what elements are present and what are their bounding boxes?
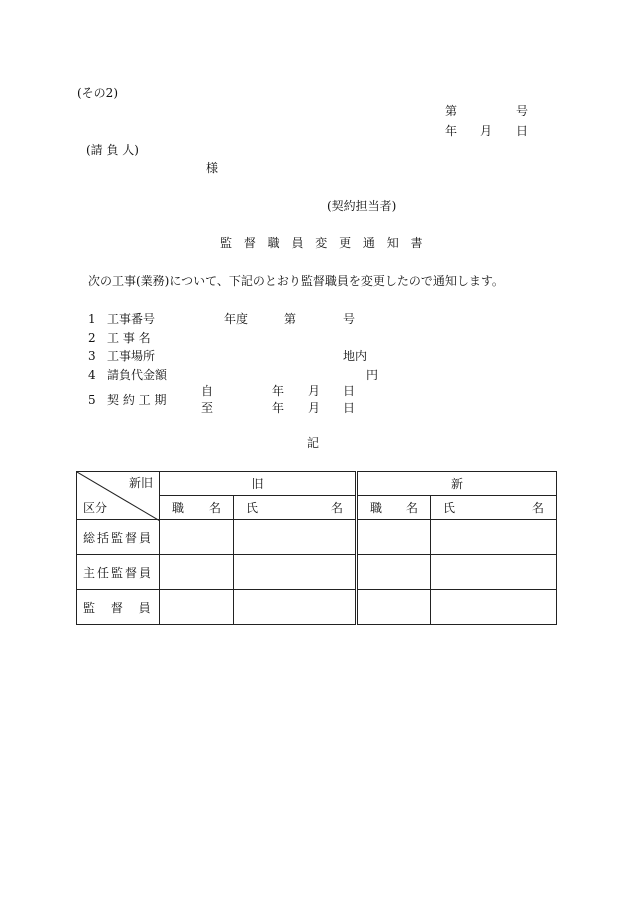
corner-top-label: 新旧 <box>128 476 153 490</box>
new-name-cell[interactable] <box>431 555 557 590</box>
sender-label: (契約担当者) <box>327 199 397 213</box>
header-new: 新 <box>357 472 557 496</box>
item2-num: 2 <box>88 331 96 345</box>
old-name-cell[interactable] <box>234 555 357 590</box>
item1-go: 号 <box>343 312 356 326</box>
table-row <box>77 520 557 555</box>
item3-suffix: 地内 <box>343 349 368 363</box>
item1-nendo: 年度 <box>224 312 249 326</box>
new-title-header: 職 名 <box>357 496 431 520</box>
old-name-cell[interactable] <box>234 590 357 625</box>
ki-heading: 記 <box>307 436 320 450</box>
item5-to: 至 <box>201 401 214 415</box>
old-title-cell[interactable] <box>160 590 234 625</box>
item5-to-month: 月 <box>308 401 321 415</box>
document-title: 監 督 職 員 変 更 通 知 書 <box>220 236 427 250</box>
item1-dai: 第 <box>284 312 297 326</box>
corner-bottom-label: 区分 <box>83 501 108 515</box>
item5-from-year: 年 <box>272 384 285 398</box>
item1-num: 1 <box>88 312 96 326</box>
item5-from: 自 <box>201 384 214 398</box>
item5-from-month: 月 <box>308 384 321 398</box>
old-name-cell[interactable] <box>234 520 357 555</box>
recipient-label: (請 負 人) <box>86 143 139 157</box>
date-year: 年 <box>445 124 458 138</box>
new-name-cell[interactable] <box>431 590 557 625</box>
date-day: 日 <box>516 124 529 138</box>
new-title-cell[interactable] <box>357 520 431 555</box>
old-title-header: 職 名 <box>160 496 234 520</box>
date-month: 月 <box>480 124 493 138</box>
item4-num: 4 <box>88 368 96 382</box>
item5-to-day: 日 <box>343 401 356 415</box>
new-name-header: 氏 名 <box>431 496 557 520</box>
row-label-general: 総括監督員 <box>77 520 160 555</box>
new-name-cell[interactable] <box>431 520 557 555</box>
intro-text: 次の工事(業務)について、下記のとおり監督職員を変更したので通知します。 <box>88 274 504 288</box>
item5-label: 契 約 工 期 <box>107 393 167 407</box>
new-title-cell[interactable] <box>357 555 431 590</box>
header-old: 旧 <box>160 472 357 496</box>
new-title-cell[interactable] <box>357 590 431 625</box>
item3-num: 3 <box>88 349 96 363</box>
item4-label: 請負代金額 <box>107 368 168 382</box>
row-label-supervisor: 監 督 員 <box>77 590 160 625</box>
item2-label: 工 事 名 <box>107 331 151 345</box>
old-title-cell[interactable] <box>160 520 234 555</box>
recipient-honorific: 様 <box>206 161 219 175</box>
item1-label: 工事番号 <box>107 312 156 326</box>
item3-label: 工事場所 <box>107 349 156 363</box>
supervisor-table <box>76 471 557 625</box>
old-name-header: 氏 名 <box>234 496 357 520</box>
item4-suffix: 円 <box>366 368 379 382</box>
table-row <box>77 555 557 590</box>
row-label-chief: 主任監督員 <box>77 555 160 590</box>
item5-num: 5 <box>88 393 96 407</box>
old-title-cell[interactable] <box>160 555 234 590</box>
doc-number-dai: 第 <box>445 104 458 118</box>
doc-number-go: 号 <box>516 104 529 118</box>
item5-from-day: 日 <box>343 384 356 398</box>
form-number: (その2) <box>77 86 118 100</box>
corner-cell <box>77 472 160 520</box>
item5-to-year: 年 <box>272 401 285 415</box>
table-row <box>77 590 557 625</box>
